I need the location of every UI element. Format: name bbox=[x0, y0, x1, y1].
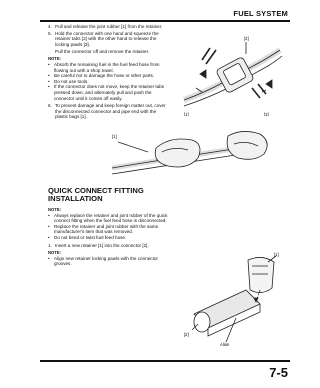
section-header-title: FUEL SYSTEM bbox=[233, 9, 288, 18]
note-heading: NOTE: bbox=[48, 249, 62, 255]
step-item bbox=[48, 103, 170, 120]
note-bullet: • Absorb the remaining fuel in the fuel feed hose from flowing out with a shop towel. bbox=[48, 61, 160, 73]
note-bullet: • Align new retainer locking pawls with the connector grooves. bbox=[48, 255, 158, 267]
step-text: Hold the connector with one hand and squeeze the retainer tabs [2] with the other hand to release the locking pawls [3]. bbox=[55, 30, 159, 47]
fig1-callout-1: [1] bbox=[184, 112, 189, 116]
fig1-callout-2: [2] bbox=[244, 36, 249, 41]
step-text: To prevent damage and keep foreign matter out, cover the disconnected connector and pipe end with the plastic bags [1]. bbox=[55, 103, 166, 120]
note-heading: NOTE: bbox=[48, 55, 62, 61]
fig1-callout-3: [3] bbox=[264, 112, 269, 116]
section-title-line1: QUICK CONNECT FITTING bbox=[48, 186, 144, 195]
page-number: 7-5 bbox=[269, 365, 288, 380]
retainer-insertion-illustration bbox=[176, 244, 288, 346]
step-item bbox=[48, 24, 170, 30]
header-divider bbox=[40, 20, 290, 22]
section-title-line2: INSTALLATION bbox=[48, 194, 103, 204]
note-heading: NOTE: bbox=[48, 206, 62, 212]
installation-steps bbox=[48, 205, 170, 267]
footer-divider bbox=[40, 360, 290, 362]
section-title bbox=[48, 187, 144, 203]
note-bullet: • Replace the retainer and joint rubber with the same manufacturer's item that was removed. bbox=[48, 223, 159, 235]
note-bullet: • Be careful not to damage the hose or other parts. bbox=[48, 73, 155, 79]
step-item bbox=[48, 243, 170, 249]
note-bullet: • Do not bend or twist fuel feed hose. bbox=[48, 234, 127, 240]
connector-release-illustration bbox=[176, 30, 288, 116]
pull-instruction: Pull the connector off and remove the retainer. bbox=[55, 48, 150, 54]
removal-steps bbox=[48, 24, 170, 121]
note-bullet: • Do not use tools. bbox=[48, 78, 89, 84]
plastic-bag-cover-illustration bbox=[108, 122, 280, 178]
fig2-callout-1: [1] bbox=[112, 134, 117, 139]
step-text: Pull and release the joint rubber [1] from the retainer. bbox=[55, 24, 163, 29]
step-number: 4. bbox=[48, 24, 52, 29]
note-bullet: • If the connector does not move, keep the retainer tabs pressed down, and alternately pull and push the connector until it comes off easily. bbox=[48, 84, 165, 101]
note-bullet: • Always replace the retainer and joint rubber of the quick connect fitting when the fuel feed hose is disconnected. bbox=[48, 212, 168, 224]
step-item bbox=[48, 31, 170, 48]
step-number: 5. bbox=[48, 30, 52, 36]
step-text: Insert a new retainer [1] into the connector [2]. bbox=[55, 242, 149, 248]
fig3-callout-2: [2] bbox=[184, 332, 189, 337]
fig3-align-label: Align bbox=[220, 342, 230, 346]
step-number: 6. bbox=[48, 103, 52, 109]
step-number: 1. bbox=[48, 242, 52, 248]
fig3-callout-1: [1] bbox=[274, 252, 279, 257]
